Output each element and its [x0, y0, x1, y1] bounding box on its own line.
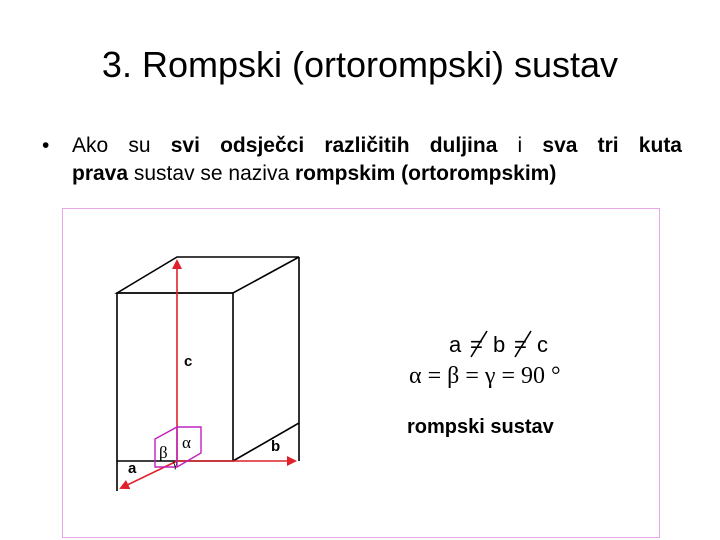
slide-title: 3. Rompski (ortorompski) sustav: [101, 44, 619, 85]
relation-side-b: b: [493, 332, 506, 357]
relation-side-a: a: [449, 332, 462, 357]
relation-not-equal-2: =: [514, 332, 527, 357]
cuboid-top-face: [117, 257, 299, 293]
angle-label-beta: β: [159, 443, 168, 462]
cuboid-outline: [117, 257, 299, 461]
axes: [117, 261, 299, 491]
relation-not-equal-1: =: [470, 332, 483, 357]
bullet-text-bold: sva tri kuta: [542, 134, 682, 157]
bullet-text-part: Ako su: [72, 134, 171, 157]
angle-label-gamma: γ: [173, 459, 178, 470]
cuboid-front-face: [117, 293, 233, 461]
relation-angles: α = β = γ = 90 °: [409, 363, 561, 389]
bullet-text: [72, 132, 682, 188]
bullet-text-bold: rompskim (ortorompskim): [294, 162, 557, 185]
bullet-text-bold: prava: [72, 162, 129, 185]
axis-label-a: a: [128, 460, 137, 477]
axis-label-c: c: [184, 353, 193, 370]
bullet-text-part: sustav se naziva: [128, 162, 295, 185]
angle-label-alpha: α: [182, 433, 191, 452]
bullet-text-bold: svi odsječci različitih duljina: [170, 134, 498, 157]
relation-sides: [449, 331, 548, 357]
crystal-figure: [62, 208, 660, 538]
figure-caption: rompski sustav: [407, 416, 554, 438]
bullet-text-part: i: [497, 134, 543, 157]
axis-label-b: b: [271, 438, 281, 455]
bullet-icon: •: [42, 134, 50, 157]
relation-side-c: c: [537, 332, 548, 357]
orthorhombic-diagram: [63, 209, 661, 539]
